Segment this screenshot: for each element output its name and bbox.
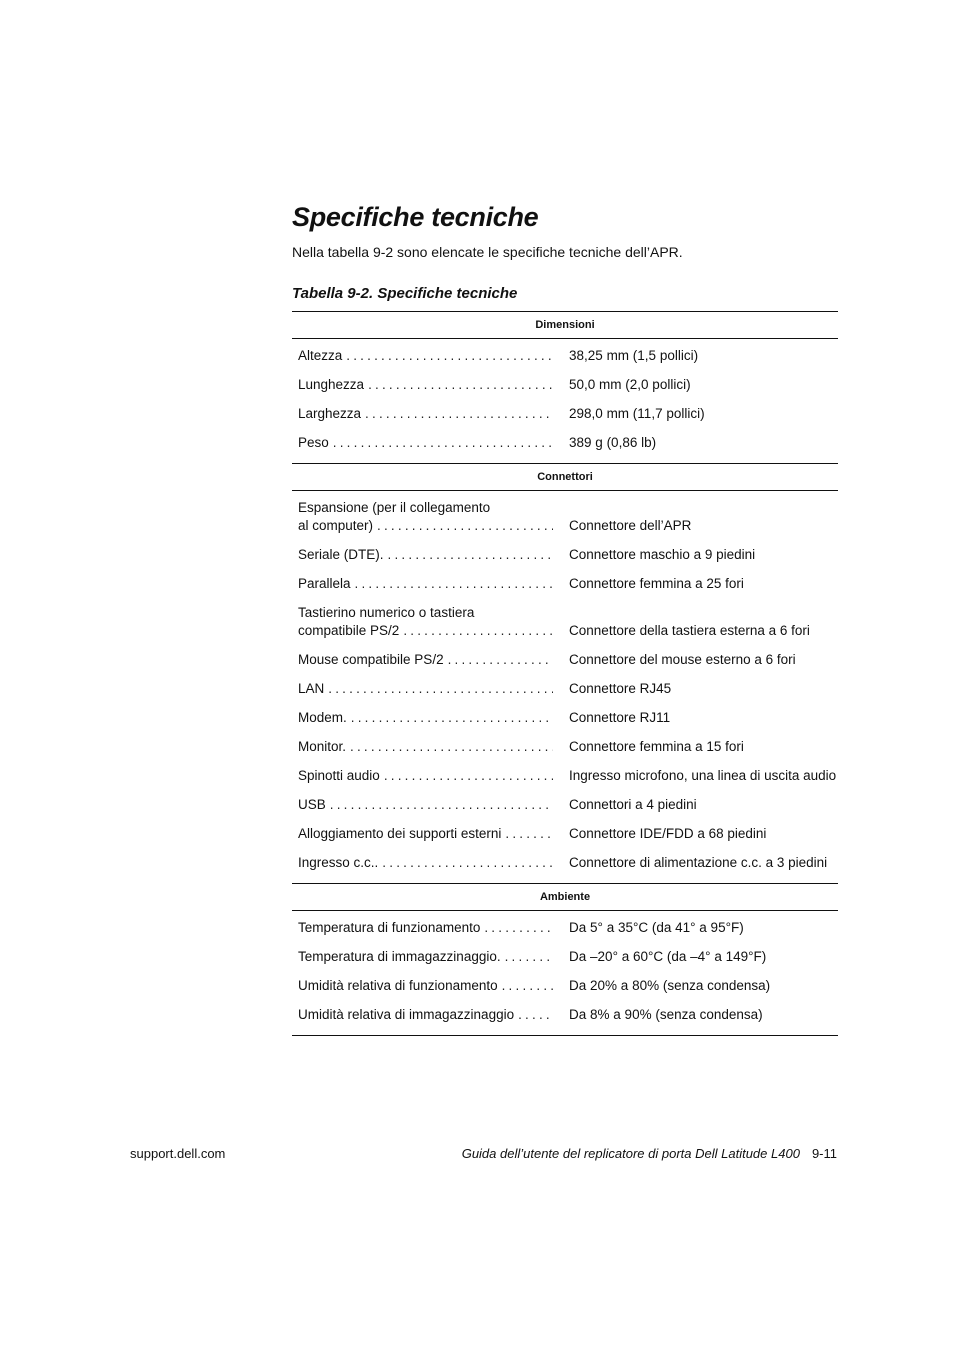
dot-leader (378, 854, 553, 872)
table-row (292, 494, 838, 541)
spec-label-text: Altezza (298, 348, 343, 363)
spec-label (292, 709, 553, 727)
table-row (292, 342, 838, 371)
spec-label (292, 546, 553, 564)
spec-label-line: Tastierino numerico o tastiera (298, 605, 475, 620)
spec-value: Connettore di alimentazione c.c. a 3 piedini (569, 855, 828, 870)
spec-value: 389 g (0,86 lb) (569, 435, 657, 450)
spec-label (292, 948, 553, 966)
spec-label-line: Espansione (per il collegamento (298, 500, 491, 515)
footer-guide-text: Guida dell’utente del replicatore di porta Dell Latitude L400 (461, 1146, 800, 1161)
spec-label-text: Parallela (298, 576, 351, 591)
table-row (292, 849, 838, 878)
dot-leader (380, 767, 553, 785)
spec-label (292, 854, 553, 872)
intro-paragraph: Nella tabella 9-2 sono elencate le specifiche tecniche dell’APR. (292, 244, 683, 260)
dot-leader (347, 709, 553, 727)
spec-label-text: Lunghezza (298, 377, 365, 392)
spec-label (292, 405, 553, 423)
spec-label (292, 376, 553, 394)
spec-label-text: Modem. (298, 710, 347, 725)
spec-label (292, 680, 553, 698)
page-title: Specifiche tecniche (292, 202, 539, 232)
table-row (292, 675, 838, 704)
dot-leader (498, 977, 553, 995)
spec-label (292, 651, 553, 669)
spec-label-text: Seriale (DTE). (298, 547, 384, 562)
table-row (292, 943, 838, 972)
section-dimensioni (292, 339, 838, 463)
dot-leader (399, 622, 553, 640)
spec-label (292, 767, 553, 785)
spec-label-text: Ingresso c.c.. (298, 855, 379, 870)
section-heading-connettori: Connettori (292, 463, 838, 491)
spec-value: Connettore dell’APR (569, 518, 692, 533)
spec-table (292, 311, 838, 1036)
spec-label (292, 499, 553, 535)
table-row (292, 570, 838, 599)
table-row (292, 972, 838, 1001)
spec-value: Ingresso microfono, una linea di uscita audio (569, 768, 837, 783)
table-row (292, 704, 838, 733)
spec-value: Da 5° a 35°C (da 41° a 95°F) (569, 920, 744, 935)
spec-label-text: Peso (298, 435, 329, 450)
spec-value: Connettore del mouse esterno a 6 fori (569, 652, 796, 667)
table-row (292, 791, 838, 820)
spec-value: 38,25 mm (1,5 pollici) (569, 348, 699, 363)
spec-label (292, 796, 553, 814)
spec-label-text: Temperatura di immagazzinaggio. (298, 949, 501, 964)
dot-leader (444, 651, 553, 669)
spec-label-text: al computer) (298, 518, 374, 533)
dot-leader (346, 738, 553, 756)
spec-label (292, 977, 553, 995)
footer-guide-title (462, 1146, 837, 1161)
spec-label-text: Larghezza (298, 406, 362, 421)
spec-value: Connettore della tastiera esterna a 6 fori (569, 623, 810, 638)
spec-value: 50,0 mm (2,0 pollici) (569, 377, 691, 392)
dot-leader (514, 1006, 553, 1024)
table-row (292, 371, 838, 400)
table-row (292, 400, 838, 429)
table-row (292, 1001, 838, 1030)
spec-value: Connettore RJ11 (569, 710, 671, 725)
dot-leader (342, 347, 553, 365)
spec-label (292, 604, 553, 640)
table-row (292, 599, 838, 646)
dot-leader (351, 575, 554, 593)
dot-leader (326, 796, 553, 814)
table-row (292, 762, 838, 791)
spec-label-text: LAN (298, 681, 325, 696)
spec-label-text: Spinotti audio (298, 768, 380, 783)
spec-value: 298,0 mm (11,7 pollici) (569, 406, 705, 421)
dot-leader (361, 405, 553, 423)
table-row (292, 429, 838, 458)
dot-leader (384, 546, 554, 564)
dot-leader (373, 517, 553, 535)
spec-label (292, 575, 553, 593)
dot-leader (329, 434, 553, 452)
dot-leader (480, 919, 553, 937)
spec-label (292, 347, 553, 365)
spec-value: Connettore femmina a 15 fori (569, 739, 744, 754)
table-row (292, 733, 838, 762)
section-connettori (292, 491, 838, 883)
spec-label (292, 434, 553, 452)
spec-label-text: Temperatura di funzionamento (298, 920, 481, 935)
spec-value: Da 20% a 80% (senza condensa) (569, 978, 771, 993)
spec-label (292, 738, 553, 756)
section-ambiente (292, 911, 838, 1035)
spec-value: Da 8% a 90% (senza condensa) (569, 1007, 763, 1022)
table-row (292, 914, 838, 943)
spec-label (292, 1006, 553, 1024)
table-caption: Tabella 9-2. Specifiche tecniche (292, 285, 518, 302)
table-row (292, 541, 838, 570)
section-heading-dimensioni: Dimensioni (292, 312, 838, 339)
spec-value: Connettore IDE/FDD a 68 piedini (569, 826, 767, 841)
spec-label-text: USB (298, 797, 326, 812)
footer-site: support.dell.com (130, 1146, 226, 1161)
spec-label (292, 825, 553, 843)
spec-label-text: Umidità relativa di immagazzinaggio (298, 1007, 515, 1022)
table-row (292, 646, 838, 675)
page-number: 9-11 (811, 1146, 837, 1161)
spec-label-text: Mouse compatibile PS/2 (298, 652, 444, 667)
spec-value: Connettore RJ45 (569, 681, 672, 696)
spec-label-text: Alloggiamento dei supporti esterni (298, 826, 502, 841)
spec-value: Connettori a 4 piedini (569, 797, 697, 812)
spec-value: Da –20° a 60°C (da –4° a 149°F) (569, 949, 767, 964)
spec-label-text: compatibile PS/2 (298, 623, 400, 638)
dot-leader (501, 948, 553, 966)
table-row (292, 820, 838, 849)
dot-leader (501, 825, 553, 843)
spec-label-text: Umidità relativa di funzionamento (298, 978, 498, 993)
spec-label-text: Monitor. (298, 739, 347, 754)
spec-label (292, 919, 553, 937)
section-heading-ambiente: Ambiente (292, 883, 838, 911)
spec-value: Connettore femmina a 25 fori (569, 576, 744, 591)
spec-value: Connettore maschio a 9 piedini (569, 547, 756, 562)
dot-leader (324, 680, 553, 698)
dot-leader (364, 376, 553, 394)
